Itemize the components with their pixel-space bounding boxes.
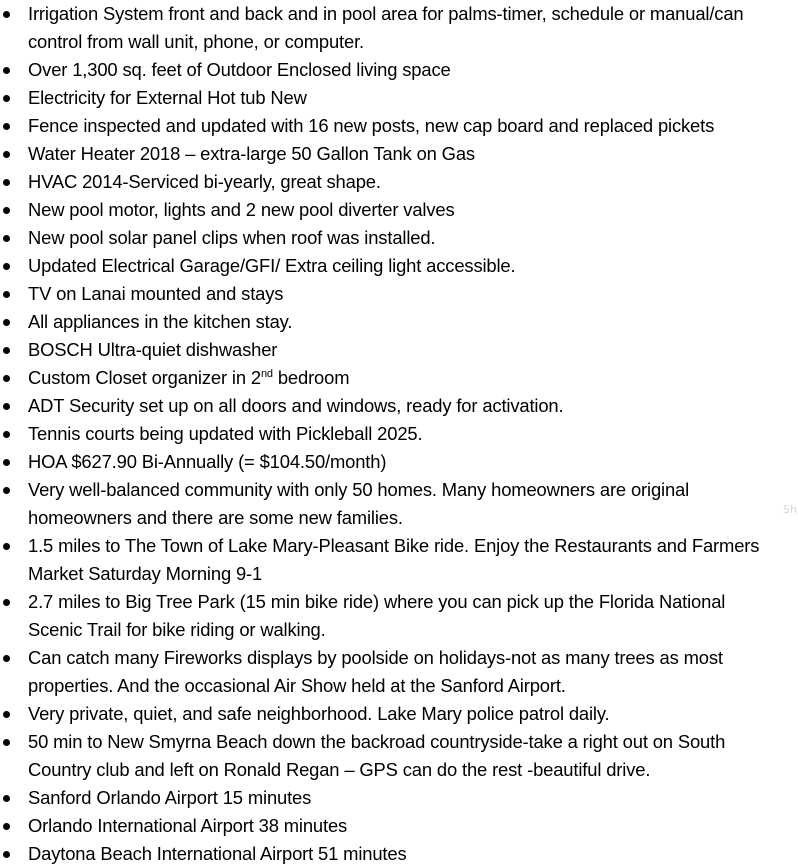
bullet-icon [3,179,10,186]
list-item [0,168,798,196]
item-text: 1.5 miles to The Town of Lake Mary-Pleasant Bike ride. Enjoy the Restaurants and Farmers [28,535,760,556]
item-text: Fence inspected and updated with 16 new posts, new cap board and replaced pickets [28,115,715,136]
item-text: New pool motor, lights and 2 new pool diverter valves [28,199,455,220]
item-text: 2.7 miles to Big Tree Park (15 min bike ride) where you can pick up the Florida National [28,591,726,612]
item-text: TV on Lanai mounted and stays [28,283,284,304]
list-item [0,588,798,644]
list-item [0,812,798,840]
watermark-text: Sh [783,503,797,516]
item-text: Scenic Trail for bike riding or walking. [28,619,326,640]
closet-text-after: bedroom [272,367,350,388]
bullet-icon [3,235,10,242]
item-text: All appliances in the kitchen stay. [28,311,293,332]
list-item [0,728,798,784]
list-item [0,840,798,868]
bullet-icon [3,823,10,830]
item-text: properties. And the occasional Air Show held at the Sanford Airport. [28,675,566,696]
bullet-icon [3,599,10,606]
item-text: HVAC 2014-Serviced bi-yearly, great shape. [28,171,381,192]
list-item [0,336,798,364]
bullet-icon [3,207,10,214]
item-text: Sanford Orlando Airport 15 minutes [28,787,312,808]
list-item [0,644,798,700]
item-text: Water Heater 2018 – extra-large 50 Gallon Tank on Gas [28,143,475,164]
item-text: Country club and left on Ronald Regan – GPS can do the rest -beautiful drive. [28,759,651,780]
item-text: BOSCH Ultra-quiet dishwasher [28,339,278,360]
bullet-icon [3,487,10,494]
list-item [0,280,798,308]
bullet-icon [3,123,10,130]
list-item [0,252,798,280]
item-text: Electricity for External Hot tub New [28,87,307,108]
item-text: Orlando International Airport 38 minutes [28,815,348,836]
list-item [0,308,798,336]
list-item [0,420,798,448]
bullet-icon [3,347,10,354]
item-text: ADT Security set up on all doors and windows, ready for activation. [28,395,564,416]
list-item [0,392,798,420]
list-item [0,700,798,728]
bullet-icon [3,375,10,382]
bullet-icon [3,543,10,550]
bullet-icon [3,95,10,102]
item-text: 50 min to New Smyrna Beach down the backroad countryside-take a right out on South [28,731,726,752]
bullet-icon [3,319,10,326]
bullet-icon [3,263,10,270]
list-item [0,476,798,532]
list-item [0,196,798,224]
item-text: Over 1,300 sq. feet of Outdoor Enclosed living space [28,59,451,80]
bullet-icon [3,431,10,438]
bullet-icon [3,459,10,466]
item-text: homeowners and there are some new families. [28,507,403,528]
bullet-icon [3,11,10,18]
bullet-icon [3,711,10,718]
list-item [0,0,798,56]
bullet-icon [3,795,10,802]
item-text [28,364,796,392]
item-text: control from wall unit, phone, or computer. [28,31,364,52]
list-item [0,364,798,392]
item-text: Daytona Beach International Airport 51 minutes [28,843,407,864]
bullet-icon [3,739,10,746]
bullet-icon [3,151,10,158]
bullet-icon [3,67,10,74]
closet-text-before: Custom Closet organizer in 2 [28,367,261,388]
item-text: Market Saturday Morning 9-1 [28,563,263,584]
list-item [0,112,798,140]
item-text: Tennis courts being updated with Pickleball 2025. [28,423,423,444]
list-item [0,84,798,112]
list-item [0,784,798,812]
list-item [0,224,798,252]
bullet-icon [3,403,10,410]
ordinal-superscript: nd [260,367,273,380]
list-item [0,532,798,588]
bullet-icon [3,291,10,298]
item-text: New pool solar panel clips when roof was installed. [28,227,436,248]
item-text: Irrigation System front and back and in pool area for palms-timer, schedule or manual/can [28,3,744,24]
item-text: HOA $627.90 Bi-Annually (= $104.50/month) [28,451,387,472]
item-text: Very private, quiet, and safe neighborhood. Lake Mary police patrol daily. [28,703,610,724]
item-text: Updated Electrical Garage/GFI/ Extra ceiling light accessible. [28,255,516,276]
list-item [0,140,798,168]
list-item [0,56,798,84]
list-item [0,448,798,476]
item-text: Very well-balanced community with only 50 homes. Many homeowners are original [28,479,690,500]
item-text: Can catch many Fireworks displays by poolside on holidays-not as many trees as most [28,647,723,668]
bullet-icon [3,655,10,662]
